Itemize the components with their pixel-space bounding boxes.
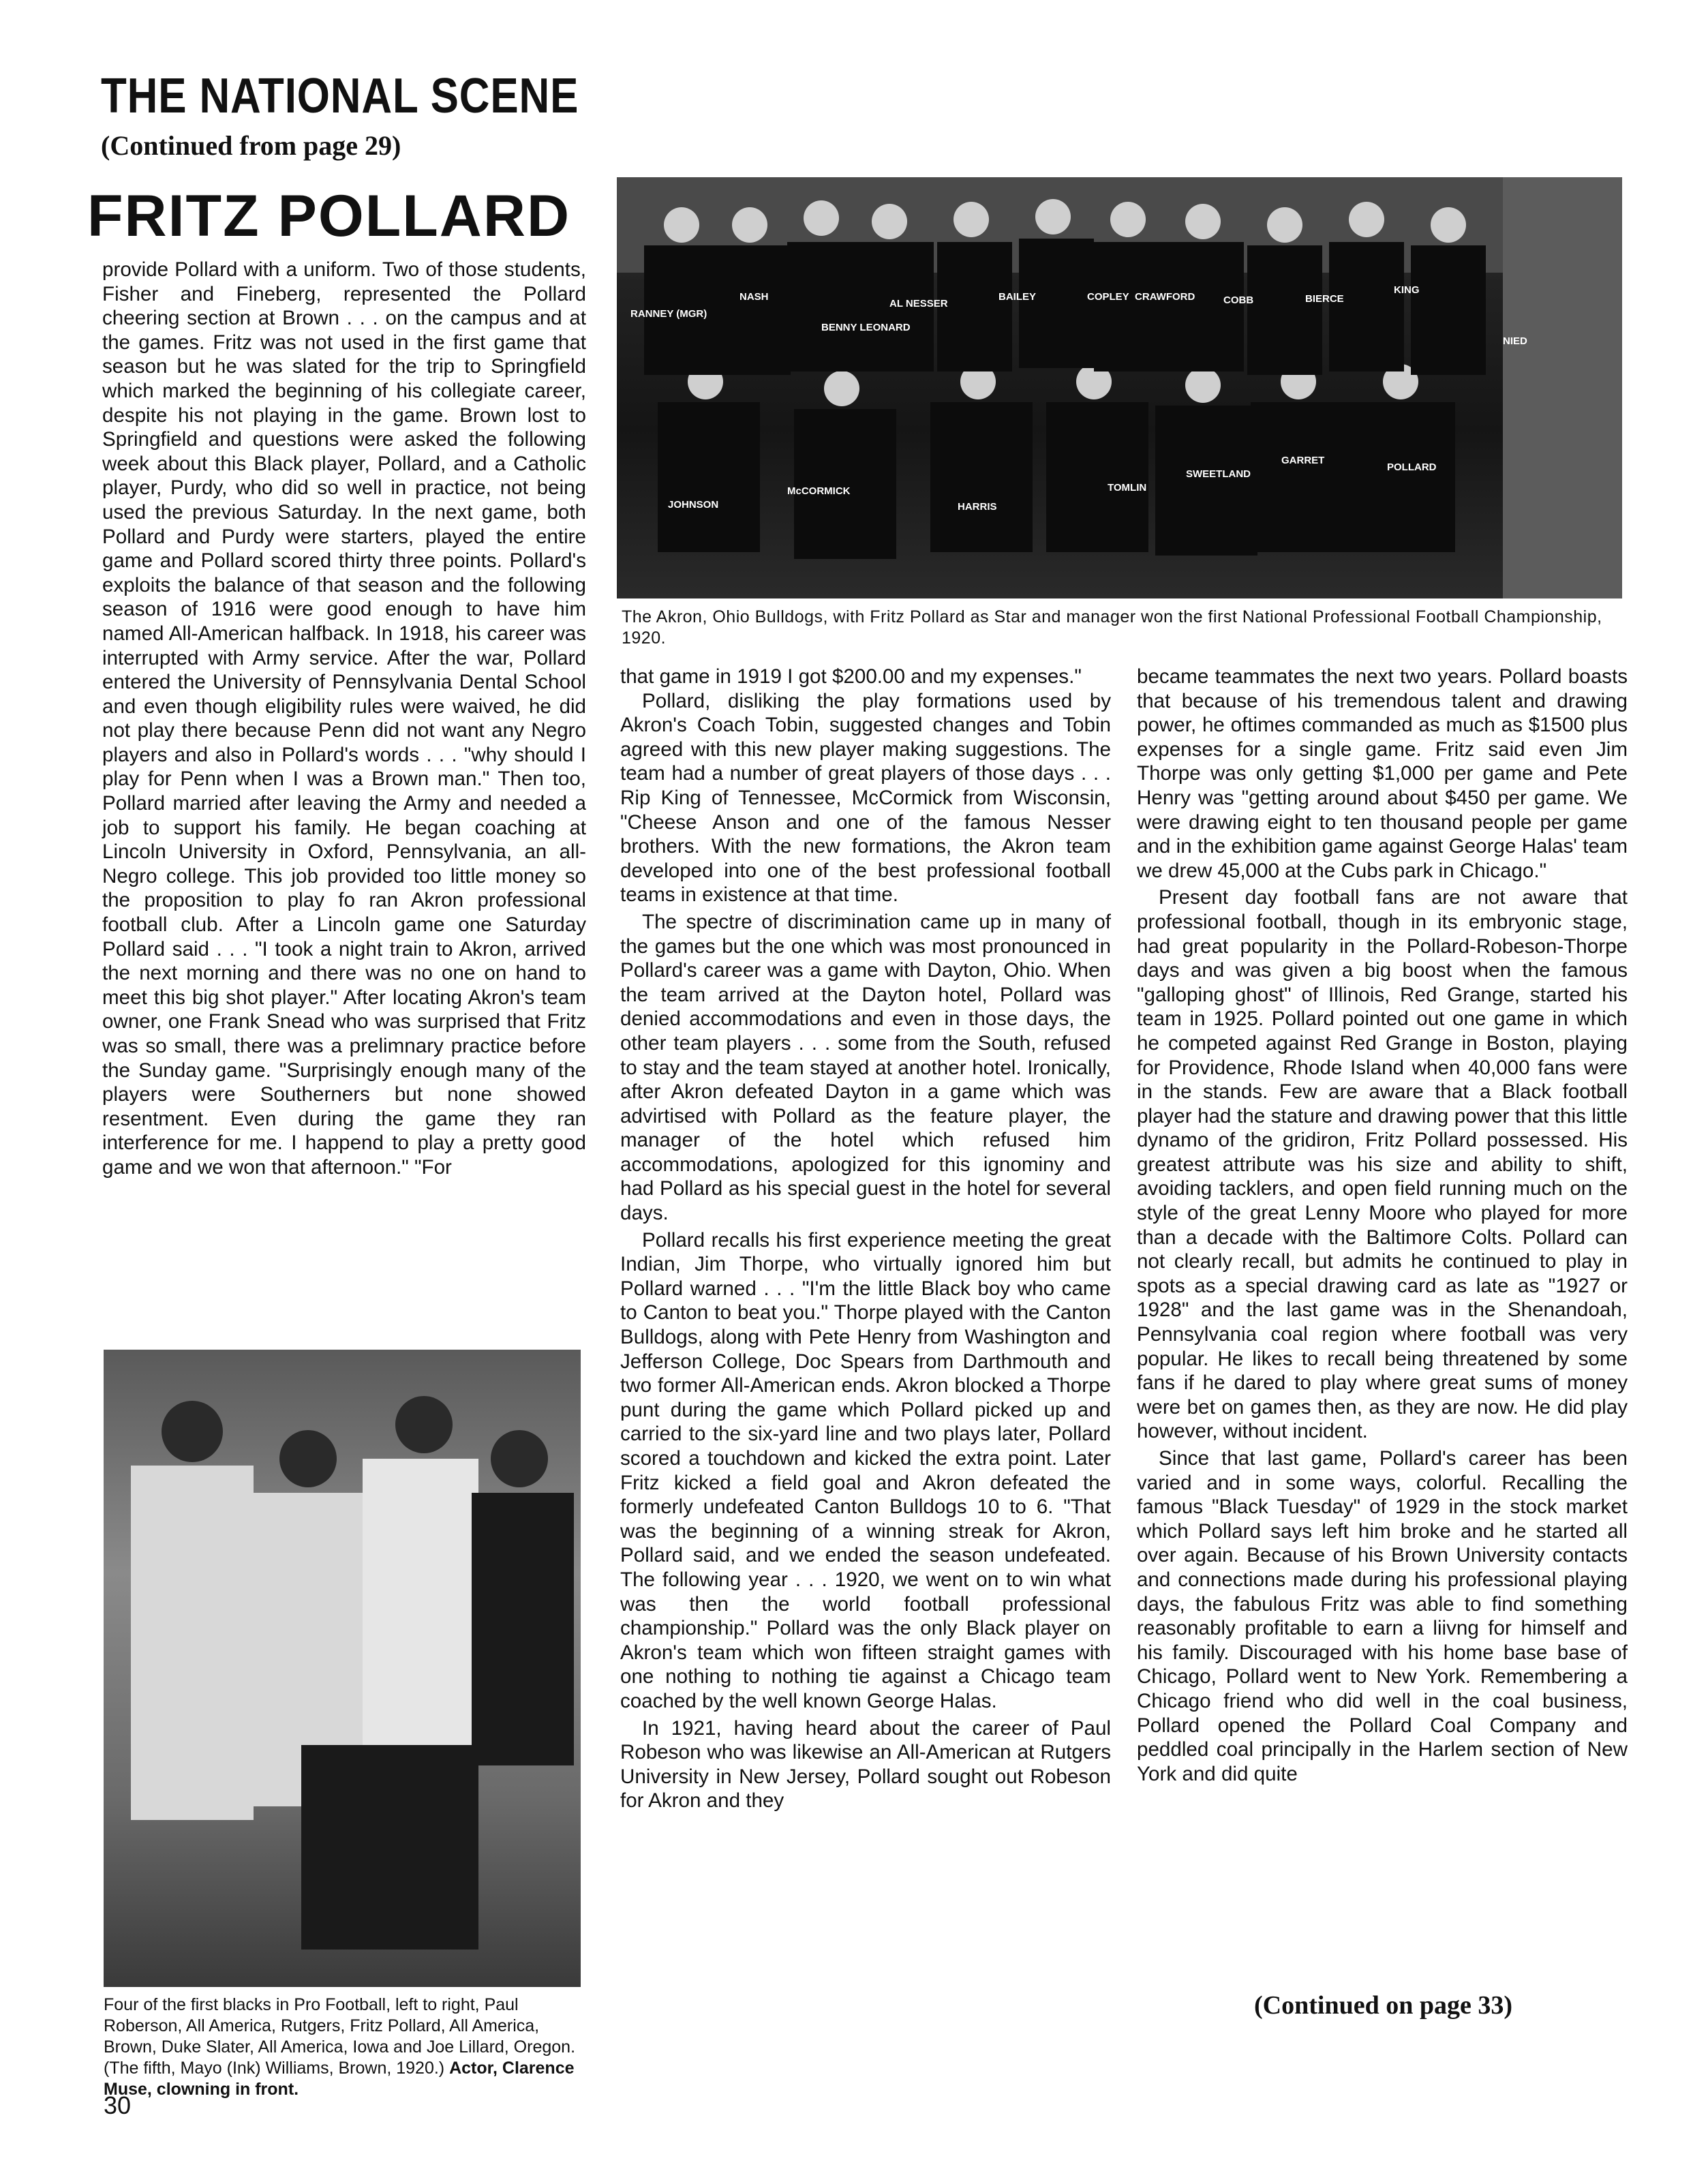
- photo-label: BIERCE: [1305, 293, 1344, 305]
- paragraph: Pollard recalls his first experience meeting the great Indian, Jim Thorpe, who virtually ignored him but Pollard warned . . . "I'm the little Black boy who came to Canton to beat you." Thorpe played with the Canton Bulldogs, along with Pete Henry from Washington and Jefferson College, Doc Spears from Darthmouth and two former All-American ends. Akron blocked a Thorpe punt during the game which Pollard picked up and carried to the six-yard line and two plays later, Pollard scored a touchdown and kicked the extra point. Later Fritz kicked a field goal and Akron defeated the formerly undefeated Canton Bulldogs 10 to 6. "That was the beginning of a winning streak for Akron, Pollard said, and we ended the season undefeated. The following year . . . 1920, we went on to win what was then the world football professional championship." Pollard was the only Black player on Akron's team which won fifteen straight games with one nothing to nothing tie against a Chicago team coached by the well known George Halas.: [620, 1228, 1111, 1712]
- group-photo-caption: [104, 1994, 581, 2100]
- photo-label: AL NESSER: [889, 298, 948, 309]
- paragraph: provide Pollard with a uniform. Two of those students, Fisher and Fineberg, represented the Pollard cheering section at Brown . . . on the campus and at the games. Fritz was not used in the first game that season but he was slated for the trip to Springfield which marked the beginning of his collegiate career, despite his not playing in the game. Brown lost to Springfield and questions were asked the following week about this Black player, Pollard, and a Catholic player, Purdy, who did so well in practice, not being used the previous Saturday. In the next game, both Pollard and Purdy were starters, played the entire game and Pollard scored thirty three points. Pollard's exploits the balance of that season and the following season of 1916 were good enough to have him named All-American halfback. In 1918, his career was interrupted with Army service. After the war, Pollard entered the University of Pennsylvania Dental School and even though eligibility rules were waived, he did not play there because Penn did not want any Negro players and also in Pollard's words . . . "why should I play for Penn when I was a Brown man." Then too, Pollard married after leaving the Army and needed a job to support his family. He began coaching at Lincoln University in Oxford, Pennsylvania, an all-Negro college. This job provided too little money so the proposition to play fo ran Akron professional football club. After a Lincoln game one Saturday Pollard said . . . "I took a night train to Akron, arrived the next morning and there was no one on hand to meet this big shot player." After locating Akron's team owner, one Frank Snead who was surprised that Fritz was so small, there was a prelimnary practice before the Sunday game. "Surprisingly enough many of the players were Southerners but none showed resentment. Even during the game they ran interference for me. I happend to play a pretty good game and we won that afternoon." "For: [102, 258, 586, 1179]
- photo-label: McCORMICK: [787, 485, 851, 497]
- paragraph: that game in 1919 I got $200.00 and my expenses.": [620, 665, 1082, 688]
- photo-label: POLLARD: [1387, 461, 1437, 473]
- article-column-1: [102, 258, 586, 1335]
- photo-label: HARRIS: [958, 501, 997, 513]
- photo-label: CRAWFORD: [1135, 291, 1195, 303]
- photo-label: COBB: [1223, 294, 1254, 306]
- continued-on-note: (Continued on page 33): [1254, 1991, 1512, 2020]
- paragraph: Pollard, disliking the play formations used by Akron's Coach Tobin, suggested changes and Tobin agreed with this new player making suggestions. The team had a number of great players of those days . . . Rip King of Tennessee, McCormick from Wisconsin, "Cheese Anson and one of the famous Nesser brothers. With the new formations, the Akron team developed into one of the best professional football teams in existence at that time.: [620, 689, 1111, 907]
- article-title: FRITZ POLLARD: [87, 183, 571, 249]
- photo-label: GARRET: [1281, 455, 1325, 466]
- group-photo-figures: [104, 1350, 581, 1987]
- photo-label: NASH: [739, 291, 769, 303]
- continued-from-note: (Continued from page 29): [101, 130, 401, 161]
- team-photo: [617, 177, 1622, 598]
- photo-label: SWEETLAND: [1186, 468, 1251, 480]
- page-number: 30: [104, 2091, 132, 2119]
- caption-text: Four of the first blacks in Pro Football, left to right, Paul Roberson, All America, Rutgers, Fritz Pollard, All America, Brown, Duke Slater, All America, Iowa and Joe Lillard, Oregon. (The fifth, Mayo (Ink) Williams, Brown, 1920.): [104, 1995, 576, 2078]
- caption-bold-text: Actor, Clarence Muse, clowning in front.: [104, 2059, 575, 2099]
- section-heading: THE NATIONAL SCENE: [101, 69, 579, 123]
- paragraph: Present day football fans are not aware that professional football, though in its embryonic stage, had great popularity in the Pollard-Robeson-Thorpe days and was given a big boost when the famous "galloping ghost" of Illinois, Red Grange, started his team in 1925. Pollard pointed out one game in which he competed against Red Grange in Boston, playing for Providence, Rhode Island when 40,000 fans were in the stands. Few are aware that a Black football player had the stature and drawing power that this little dynamo of the gridiron, Fritz Pollard possessed. His greatest attribute was his size and ability to shift, avoiding tacklers, and open field running much on the style of the great Lenny Moore who played for more than a decade with the Baltimore Colts. Pollard can not clearly recall, but admits he continued to play in spots as a special drawing card as late as "1927 or 1928" and the last game was in the Shenandoah, Pennsylvania coal region where football was very popular. He likes to recall being threatened by some fans if he dared to play where great sums of money were bet on games then, as they are now. He did play however, without incident.: [1137, 886, 1628, 1443]
- paragraph: Since that last game, Pollard's career has been varied and in some ways, colorful. Recalling the famous "Black Tuesday" of 1929 in the stock market which Pollard says left him broke and he started all over again. Because of his Brown University contacts and connections made during his professional playing days, the fabulous Fritz was able to find something reasonably profitable to earn a liivng for himself and his family. Discouraged with his home base base of Chicago, Pollard went to New York. Remembering a Chicago friend who did well in the coal business, Pollard opened the Pollard Coal Company and peddled coal principally in the Harlem section of New York and did quite: [1137, 1447, 1628, 1785]
- paragraph: In 1921, having heard about the career of Paul Robeson who was likewise an All-American at Rutgers University in New Jersey, Pollard sought out Robeson for Akron and they: [620, 1716, 1111, 1812]
- team-photo-figures: [617, 177, 1622, 598]
- photo-label: JOHNSON: [668, 499, 719, 511]
- article-column-2: [620, 665, 1111, 2028]
- photo-label: KING: [1394, 284, 1420, 296]
- photo-label: COPLEY: [1087, 291, 1129, 303]
- photo-label: NIED: [1503, 335, 1527, 347]
- team-photo-caption: The Akron, Ohio Bulldogs, with Fritz Pollard as Star and manager won the first National Professional Football Championship, 1920.: [622, 607, 1602, 648]
- photo-label: TOMLIN: [1108, 482, 1147, 494]
- photo-label: BENNY LEONARD: [821, 322, 911, 333]
- photo-label: BAILEY: [998, 291, 1037, 303]
- group-photo: [104, 1350, 581, 1987]
- photo-label: RANNEY (MGR): [630, 308, 707, 320]
- article-column-3: [1137, 665, 1628, 1980]
- paragraph: The spectre of discrimination came up in many of the games but the one which was most pronounced in Pollard's career was a game with Dayton, Ohio. When the team arrived at the Dayton hotel, Pollard was denied accommodations and even in those days, the other team players . . . some from the South, refused to stay and the team stayed at another hotel. Ironically, after Akron defeated Dayton in a game which was advirtised with Pollard as the feature player, the manager of the hotel which refused him accommodations, apologized for this ignominy and had Pollard as his special guest in the hotel for several days.: [620, 910, 1111, 1225]
- paragraph: became teammates the next two years. Pollard boasts that because of his tremendous talent and drawing power, he oftimes commanded as much as $1500 plus expenses for a single game. Fritz said even Jim Thorpe was only getting $1,000 per game and Pete Henry was "getting around about $450 per game. We were drawing eight to ten thousand people per game and in the exhibition game against George Halas' team we drew 45,000 at the Cubs park in Chicago.": [1137, 665, 1628, 882]
